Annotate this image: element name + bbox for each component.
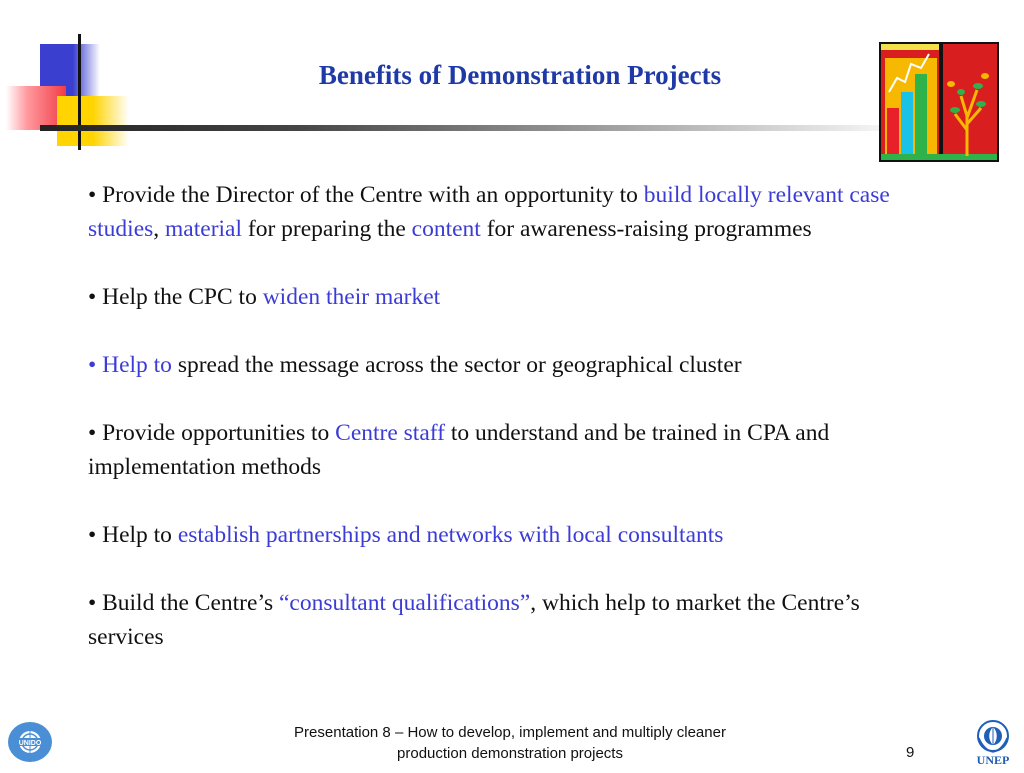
bullet-item [88, 178, 908, 246]
footer-presentation-title [250, 722, 770, 764]
bullet-text: , which help to market the Centre’s services [88, 590, 860, 650]
bullet-text: , [153, 216, 166, 242]
bullet-item [88, 518, 908, 552]
bullet-item [88, 586, 908, 654]
bullet-text: • Provide the Director of the Centre with an opportunity to [88, 182, 644, 208]
bullet-list [88, 178, 908, 688]
highlighted-text: content [411, 216, 481, 242]
title-underline [40, 125, 880, 131]
page-number: 9 [906, 744, 915, 761]
bullet-text: for awareness-raising programmes [480, 216, 812, 242]
bullet-text: • Provide opportunities to [88, 420, 336, 446]
footer-line-1: Presentation 8 – How to develop, implement and multiply cleaner [294, 724, 726, 741]
highlighted-text: Centre staff [335, 420, 445, 446]
highlighted-text: material [165, 216, 243, 242]
bullet-text: • Help the CPC to [88, 284, 263, 310]
bullet-text: for preparing the [242, 216, 412, 242]
highlighted-text: build locally relevant case studies [88, 182, 890, 242]
unep-logo-icon [966, 718, 1020, 768]
slide-title: Benefits of Demonstration Projects [318, 60, 722, 90]
footer-line-2: production demonstration projects [397, 745, 623, 762]
highlighted-text: widen their market [262, 284, 441, 310]
unep-label: UNEP [976, 753, 1010, 767]
bullet-text: • Build the Centre’s [88, 590, 279, 616]
bullet-item [88, 348, 908, 382]
bullet-item [88, 416, 908, 484]
highlighted-text: • Help to [88, 352, 172, 378]
bullet-text: • Help to [88, 522, 178, 548]
highlighted-text: establish partnerships and networks with local consultants [177, 522, 724, 548]
decor-yellow-square [57, 96, 129, 146]
decor-vertical-line [78, 34, 81, 150]
bullet-item [88, 280, 908, 314]
svg-text:UNIDO: UNIDO [18, 740, 42, 747]
bullet-text: to understand and be trained in CPA and implementation methods [88, 420, 830, 480]
highlighted-text: “consultant qualifications” [278, 590, 531, 616]
growth-illustration-icon [879, 42, 999, 162]
bullet-text: spread the message across the sector or geographical cluster [171, 352, 742, 378]
unido-logo-icon [6, 720, 54, 764]
